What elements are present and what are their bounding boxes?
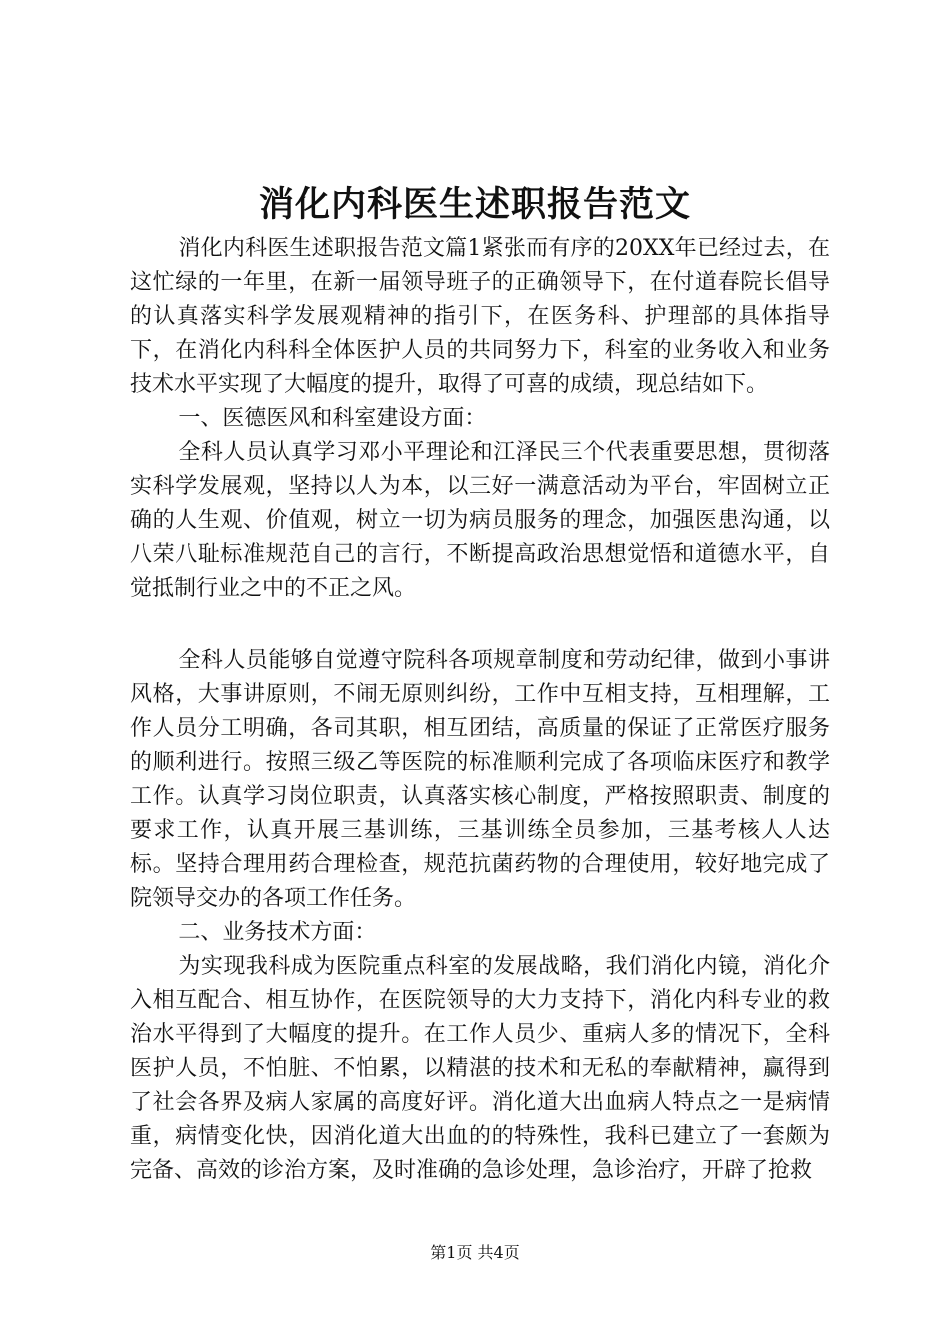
- document-body: [130, 232, 830, 1188]
- paragraph-ethics-study: 全科人员认真学习邓小平理论和江泽民三个代表重要思想，贯彻落实科学发展观，坚持以人为本，以三好一满意活动为平台，牢固树立正确的人生观、价值观，树立一切为病员服务的理念，加强医患沟通，以八荣八耻标准规范自己的言行，不断提高政治思想觉悟和道德水平，自觉抵制行业之中的不正之风。: [130, 440, 830, 601]
- section-heading-technical: 二、业务技术方面：: [178, 920, 377, 945]
- document-title: 消化内科医生述职报告范文: [258, 184, 691, 225]
- paragraph-technical: 为实现我科成为医院重点科室的发展战略，我们消化内镜，消化介入相互配合、相互协作，在医院领导的大力支持下，消化内科专业的救治水平得到了大幅度的提升。在工作人员少、重病人多的情况下，全科医护人员，不怕脏、不怕累，以精湛的技术和无私的奉献精神，赢得到了社会各界及病人家属的高度好评。消化道大出血病人特点之一是病情重，病情变化快，因消化道大出血的的特殊性，我科已建立了一套颇为完备、高效的诊治方案，及时准确的急诊处理，急诊治疗，开辟了抢救: [130, 954, 830, 1183]
- page-number-footer: 第1页 共4页: [430, 1243, 520, 1262]
- section-heading-ethics: 一、医德医风和科室建设方面：: [178, 406, 487, 431]
- paragraph-intro: 消化内科医生述职报告范文篇1紧张而有序的20XX年已经过去，在这忙绿的一年里，在新一届领导班子的正确领导下，在付道春院长倡导的认真落实科学发展观精神的指引下，在医务科、护理部的具体指导下，在消化内科科全体医护人员的共同努力下，科室的业务收入和业务技术水平实现了大幅度的提升，取得了可喜的成绩，现总结如下。: [130, 236, 830, 397]
- paragraph-ethics-discipline: 全科人员能够自觉遵守院科各项规章制度和劳动纪律，做到小事讲风格，大事讲原则，不闹无原则纠纷，工作中互相支持，互相理解，工作人员分工明确，各司其职，相互团结，高质量的保证了正常医疗服务的顺利进行。按照三级乙等医院的标准顺利完成了各项临床医疗和教学工作。认真学习岗位职责，认真落实核心制度，严格按照职责、制度的要求工作，认真开展三基训练，三基训练全员参加，三基考核人人达标。坚持合理用药合理检查，规范抗菌药物的合理使用，较好地完成了院领导交办的各项工作任务。: [130, 648, 830, 911]
